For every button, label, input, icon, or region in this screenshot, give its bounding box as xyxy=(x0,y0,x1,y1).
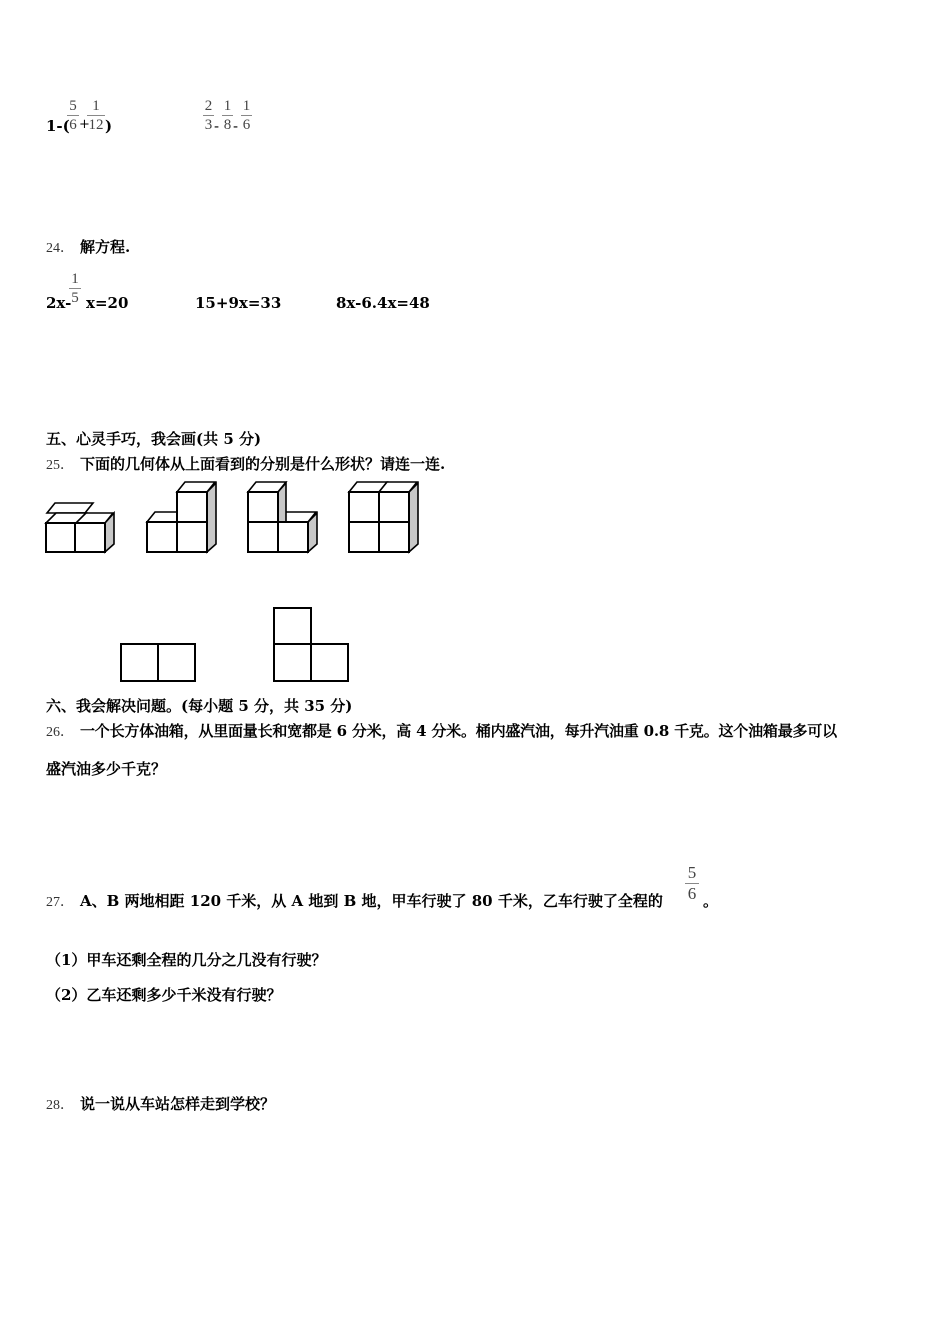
top-view-shape-1 xyxy=(120,643,200,683)
question-text: A、B 两地相距 120 千米，从 A 地到 B 地，甲车行驶了 80 千米，乙车行驶了全程的 xyxy=(80,892,663,910)
question-text-line-1: 一个长方体油箱，从里面量长和宽都是 6 分米，高 4 分米。桶内盛汽油，每升汽油重 0.8 千克。这个油箱最多可以 xyxy=(80,722,837,740)
question-end-mark: 。 xyxy=(703,892,719,910)
expr1-lead: 1-( xyxy=(46,117,70,135)
solid-figure-1 xyxy=(45,503,119,555)
top-view-shape-2 xyxy=(273,607,353,683)
question-text-line-2: 盛汽油多少千克？ xyxy=(46,760,167,778)
sub-question-2: （2）乙车还剩多少千米没有行驶？ xyxy=(46,986,282,1004)
question-number: 27． xyxy=(46,895,74,910)
equation-1-tail: x=20 xyxy=(86,294,129,312)
expr1-tail: ) xyxy=(105,117,113,135)
question-fraction: 5 6 xyxy=(685,864,699,903)
question-number: 25． xyxy=(46,458,74,473)
expr1-fraction-2: 1 12 xyxy=(88,98,104,133)
question-number: 24． xyxy=(46,241,74,256)
expr2-minus-1: - xyxy=(214,117,220,135)
equation-3: 8x-6.4x=48 xyxy=(336,294,430,312)
section-5-heading: 五、心灵手巧，我会画(共 5 分) xyxy=(46,430,262,448)
equation-2: 15+9x=33 xyxy=(195,294,282,312)
solid-figure-4 xyxy=(347,482,421,555)
section-6-heading: 六、我会解决问题。(每小题 5 分，共 35 分) xyxy=(46,697,353,715)
solid-figure-2 xyxy=(145,482,219,555)
expr2-minus-2: - xyxy=(233,117,239,135)
question-number: 28． xyxy=(46,1098,74,1113)
sub-question-1: （1）甲车还剩全程的几分之几没有行驶？ xyxy=(46,951,327,969)
question-number: 26． xyxy=(46,725,74,740)
equation-1-lead: 2x- xyxy=(46,294,72,312)
solid-figure-3 xyxy=(246,482,320,555)
question-text: 解方程. xyxy=(80,238,131,256)
expr2-fraction-3: 1 6 xyxy=(242,98,251,133)
question-text: 说一说从车站怎样走到学校？ xyxy=(80,1095,276,1113)
expr2-fraction-2: 1 8 xyxy=(223,98,232,133)
question-text: 下面的几何体从上面看到的分别是什么形状？请连一连. xyxy=(80,455,446,473)
expr1-fraction-1: 5 6 xyxy=(67,98,79,133)
equation-1-fraction: 1 5 xyxy=(69,271,81,306)
expr1-plus: + xyxy=(79,117,90,132)
expr2-fraction-1: 2 3 xyxy=(204,98,213,133)
